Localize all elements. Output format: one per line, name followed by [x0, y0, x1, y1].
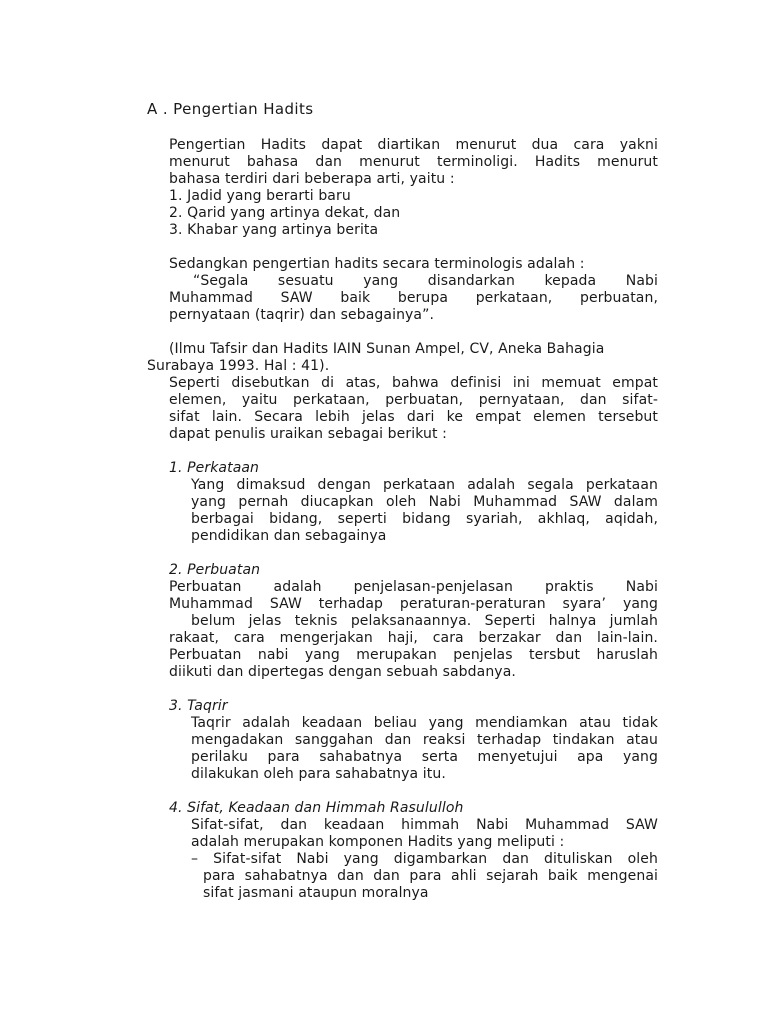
text-line: adalah merupakan komponen Hadits yang meliputi : [191, 834, 565, 850]
bullet-line: para sahabatnya dan dan para ahli sejarah baik mengenai [203, 868, 658, 884]
citation-line: (Ilmu Tafsir dan Hadits IAIN Sunan Ampel, CV, Aneka Bahagia [169, 341, 605, 357]
text-line: Sedangkan pengertian hadits secara terminologis adalah : [169, 256, 585, 272]
text-line: Pengertian Hadits dapat diartikan menurut dua cara yakni [169, 137, 658, 153]
section-heading: A . Pengertian Hadits [147, 100, 314, 118]
text-line: Sifat-sifat, dan keadaan himmah Nabi Muhammad SAW [191, 817, 658, 833]
text-line: Perbuatan adalah penjelasan-penjelasan praktis Nabi [169, 579, 658, 595]
text-line: mengadakan sanggahan dan reaksi terhadap tindakan atau [191, 732, 658, 748]
list-item: 1. Jadid yang berarti baru [169, 188, 351, 204]
quote-line: pernyataan (taqrir) dan sebagainya”. [169, 307, 435, 323]
text-line: berbagai bidang, seperti bidang syariah, akhlaq, aqidah, [191, 511, 658, 527]
text-line: rakaat, cara mengerjakan haji, cara berzakar dan lain-lain. [169, 630, 658, 646]
text-line: Taqrir adalah keadaan beliau yang mendiamkan atau tidak [191, 715, 658, 731]
text-line: diikuti dan dipertegas dengan sebuah sabdanya. [169, 664, 516, 680]
text-line: dapat penulis uraikan sebagai berikut : [169, 426, 447, 442]
text-line: Seperti disebutkan di atas, bahwa definisi ini memuat empat [169, 375, 658, 391]
text-line: yang pernah diucapkan oleh Nabi Muhammad SAW dalam [191, 494, 658, 510]
quote-line: Muhammad SAW baik berupa perkataan, perbuatan, [169, 290, 658, 306]
subsection-title: 4. Sifat, Keadaan dan Himmah Rasululloh [169, 800, 464, 816]
subsection-title: 2. Perbuatan [169, 562, 261, 578]
text-line: sifat lain. Secara lebih jelas dari ke empat elemen tersebut [169, 409, 658, 425]
text-line: elemen, yaitu perkataan, perbuatan, pernyataan, dan sifat- [169, 392, 658, 408]
list-item: 3. Khabar yang artinya berita [169, 222, 379, 238]
text-line: perilaku para sahabatnya serta menyetujui apa yang [191, 749, 658, 765]
bullet-line: – Sifat-sifat Nabi yang digambarkan dan dituliskan oleh [191, 851, 658, 867]
text-line: menurut bahasa dan menurut terminoligi. Hadits menurut [169, 154, 658, 170]
subsection-title: 3. Taqrir [169, 698, 228, 714]
text-line: dilakukan oleh para sahabatnya itu. [191, 766, 446, 782]
text-line: Yang dimaksud dengan perkataan adalah segala perkataan [191, 477, 658, 493]
subsection-title: 1. Perkataan [169, 460, 260, 476]
text-line: Perbuatan nabi yang merupakan penjelas tersbut haruslah [169, 647, 658, 663]
text-line: belum jelas teknis pelaksanaannya. Seperti halnya jumlah [191, 613, 658, 629]
text-line: bahasa terdiri dari beberapa arti, yaitu : [169, 171, 455, 187]
text-line: pendidikan dan sebagainya [191, 528, 387, 544]
list-item: 2. Qarid yang artinya dekat, dan [169, 205, 401, 221]
text-line: Muhammad SAW terhadap peraturan-peraturan syara’ yang [169, 596, 658, 612]
bullet-line: sifat jasmani ataupun moralnya [203, 885, 429, 901]
quote-line: “Segala sesuatu yang disandarkan kepada Nabi [193, 273, 658, 289]
citation-line: Surabaya 1993. Hal : 41). [147, 358, 330, 374]
